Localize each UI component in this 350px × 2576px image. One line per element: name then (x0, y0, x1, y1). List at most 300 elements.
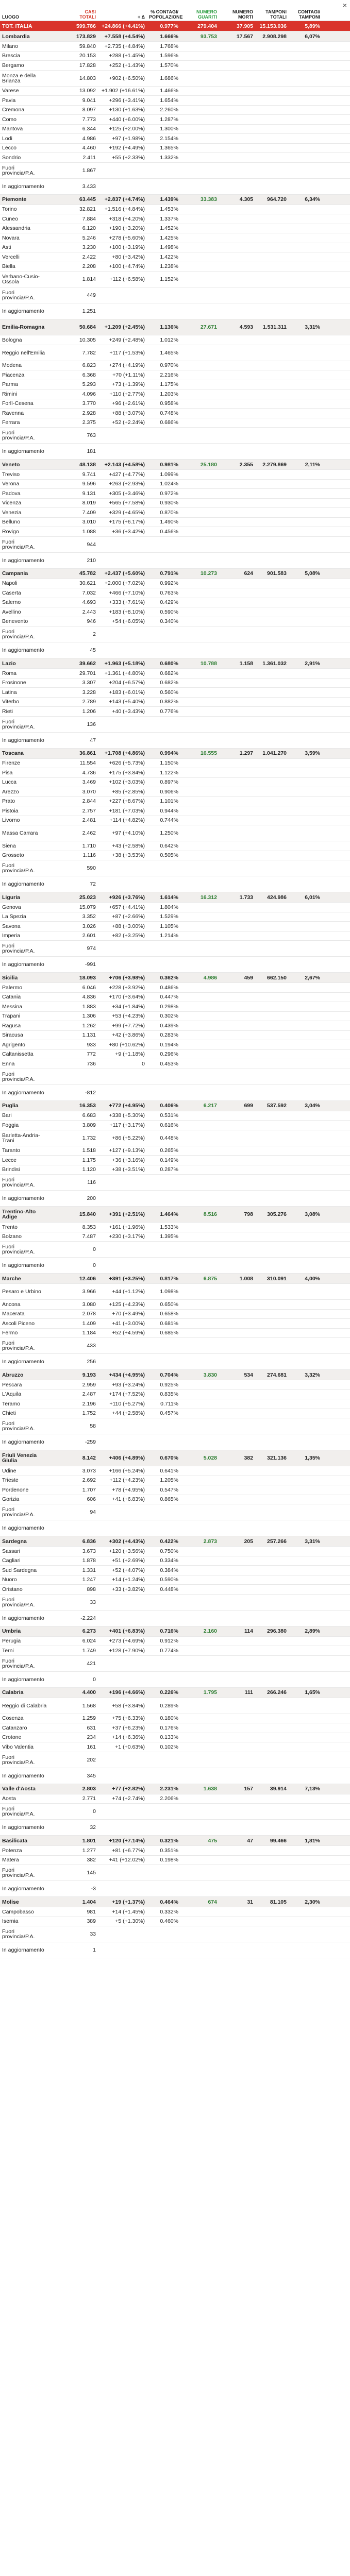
cell-delta (98, 1820, 147, 1836)
cell-morti (219, 61, 255, 71)
header-contagi-tamponi[interactable]: CONTAGI/ TAMPONI (289, 0, 322, 21)
province-row[interactable] (0, 86, 350, 96)
cell-ratio (289, 1794, 322, 1804)
cell-morti: 157 (219, 1784, 255, 1794)
province-row[interactable] (0, 1409, 350, 1418)
province-row[interactable] (0, 617, 350, 626)
province-row[interactable] (0, 1723, 350, 1733)
cell-morti (219, 1671, 255, 1687)
province-row[interactable] (0, 931, 350, 941)
province-row[interactable] (0, 983, 350, 993)
region-row[interactable] (0, 1784, 350, 1794)
cell-casi: -2.224 (49, 1610, 98, 1626)
cell-morti (219, 1059, 255, 1069)
province-row[interactable] (0, 418, 350, 428)
region-row[interactable] (0, 1836, 350, 1846)
cell-spacer (322, 31, 350, 42)
cell-name: Campania (0, 568, 49, 579)
cell-spacer (322, 1794, 350, 1804)
cell-casi: 2.443 (49, 607, 98, 617)
cell-tamponi (255, 42, 289, 52)
province-row[interactable] (0, 345, 350, 361)
province-row[interactable] (0, 1846, 350, 1856)
cell-name: Benevento (0, 617, 49, 626)
province-row[interactable] (0, 51, 350, 61)
province-row[interactable] (0, 1175, 350, 1191)
province-row[interactable] (0, 508, 350, 518)
cell-name: Siena (0, 841, 49, 851)
cell-ratio: 7,13% (289, 1784, 322, 1794)
cell-spacer (322, 588, 350, 598)
province-row[interactable] (0, 1671, 350, 1687)
cell-guariti (180, 1794, 219, 1804)
province-row[interactable] (0, 1495, 350, 1504)
province-row[interactable] (0, 860, 350, 876)
province-row[interactable] (0, 669, 350, 679)
cell-spacer (322, 777, 350, 787)
province-row[interactable] (0, 1804, 350, 1820)
header-contagi-popolazione[interactable]: % CONTAGI/ POPOLAZIONE (147, 0, 180, 21)
province-row[interactable] (0, 787, 350, 797)
province-row[interactable] (0, 1942, 350, 1958)
cell-pct: 0.925% (147, 1380, 180, 1390)
cell-guariti (180, 1485, 219, 1495)
cell-tamponi (255, 1594, 289, 1610)
cell-guariti (180, 1389, 219, 1399)
region-row[interactable] (0, 748, 350, 758)
province-row[interactable] (0, 1610, 350, 1626)
cell-delta (98, 1084, 147, 1100)
cell-casi: 6.120 (49, 224, 98, 233)
cell-name: Sassari (0, 1547, 49, 1556)
province-row[interactable] (0, 517, 350, 527)
province-row[interactable] (0, 444, 350, 460)
cell-tamponi (255, 1156, 289, 1165)
province-row[interactable] (0, 1655, 350, 1671)
cell-name: In aggiornamento (0, 444, 49, 460)
cell-pct: 2.154% (147, 134, 180, 144)
province-row[interactable] (0, 1354, 350, 1370)
cell-tamponi: 1.361.032 (255, 658, 289, 669)
province-row[interactable] (0, 1917, 350, 1926)
region-row[interactable] (0, 892, 350, 903)
province-row[interactable] (0, 903, 350, 912)
cell-spacer (322, 825, 350, 841)
province-row[interactable] (0, 42, 350, 52)
province-row[interactable] (0, 1059, 350, 1069)
cell-casi: 9.193 (49, 1370, 98, 1380)
province-row[interactable] (0, 707, 350, 717)
cell-casi: 94 (49, 1504, 98, 1520)
region-row[interactable] (0, 1100, 350, 1111)
cell-ratio (289, 697, 322, 707)
region-row[interactable] (0, 319, 350, 335)
province-row[interactable] (0, 1328, 350, 1338)
cell-casi: 1.814 (49, 272, 98, 287)
cell-tamponi: 2.279.869 (255, 460, 289, 470)
cell-ratio (289, 479, 322, 489)
cell-name: Milano (0, 42, 49, 52)
cell-spacer (322, 1409, 350, 1418)
region-row[interactable] (0, 194, 350, 205)
cell-guariti (180, 470, 219, 480)
province-row[interactable] (0, 678, 350, 688)
cell-guariti (180, 303, 219, 319)
province-row[interactable] (0, 428, 350, 444)
cell-name: In aggiornamento (0, 1520, 49, 1536)
cell-spacer (322, 1804, 350, 1820)
cell-tamponi (255, 335, 289, 345)
province-row[interactable] (0, 1002, 350, 1012)
province-row[interactable] (0, 1714, 350, 1723)
cell-pct: 0.981% (147, 460, 180, 470)
close-icon[interactable]: × (342, 1, 347, 9)
province-row[interactable] (0, 1881, 350, 1897)
province-row[interactable] (0, 1752, 350, 1768)
province-row[interactable] (0, 1504, 350, 1520)
cell-tamponi (255, 1232, 289, 1242)
province-row[interactable] (0, 1575, 350, 1585)
province-row[interactable] (0, 105, 350, 115)
province-row[interactable] (0, 1646, 350, 1656)
cell-spacer (322, 470, 350, 480)
cell-casi: 32 (49, 1820, 98, 1836)
cell-casi: 15.079 (49, 903, 98, 912)
province-row[interactable] (0, 588, 350, 598)
province-row[interactable] (0, 1466, 350, 1476)
cell-pct (147, 1610, 180, 1626)
province-row[interactable] (0, 335, 350, 345)
province-row[interactable] (0, 992, 350, 1002)
province-row[interactable] (0, 732, 350, 748)
province-row[interactable] (0, 1021, 350, 1031)
province-row[interactable] (0, 806, 350, 816)
province-row[interactable] (0, 697, 350, 707)
cell-ratio: 3,31% (289, 319, 322, 335)
cell-pct: 0.685% (147, 1328, 180, 1338)
province-row[interactable] (0, 233, 350, 243)
province-row[interactable] (0, 642, 350, 658)
province-row[interactable] (0, 389, 350, 399)
province-row[interactable] (0, 876, 350, 892)
province-row[interactable] (0, 851, 350, 860)
cell-spacer (322, 124, 350, 134)
province-row[interactable] (0, 361, 350, 370)
province-row[interactable] (0, 1698, 350, 1714)
cell-spacer (322, 1714, 350, 1723)
cell-casi: 9.131 (49, 489, 98, 499)
cell-tamponi (255, 1485, 289, 1495)
cell-spacer (322, 903, 350, 912)
province-row[interactable] (0, 143, 350, 153)
cell-spacer (322, 1021, 350, 1031)
cell-spacer (322, 707, 350, 717)
cell-delta: +81 (+6.77%) (98, 1846, 147, 1856)
cell-ratio (289, 1338, 322, 1354)
province-row[interactable] (0, 1011, 350, 1021)
province-row[interactable] (0, 162, 350, 178)
province-row[interactable] (0, 1820, 350, 1836)
cell-name: Rimini (0, 389, 49, 399)
region-row[interactable] (0, 1450, 350, 1466)
cell-delta: +52 (+4.07%) (98, 1566, 147, 1575)
cell-delta (98, 1418, 147, 1434)
cell-delta: +305 (+3.46%) (98, 489, 147, 499)
cell-ratio (289, 787, 322, 797)
province-row[interactable] (0, 498, 350, 508)
region-row[interactable] (0, 1207, 350, 1223)
province-row[interactable] (0, 941, 350, 957)
region-row[interactable] (0, 568, 350, 579)
region-row[interactable] (0, 1897, 350, 1907)
cell-spacer (322, 983, 350, 993)
cell-casi: 6.836 (49, 1536, 98, 1547)
province-row[interactable] (0, 536, 350, 552)
province-row[interactable] (0, 912, 350, 922)
province-row[interactable] (0, 1794, 350, 1804)
cell-morti (219, 1504, 255, 1520)
province-row[interactable] (0, 1585, 350, 1595)
province-row[interactable] (0, 777, 350, 787)
province-row[interactable] (0, 1594, 350, 1610)
header-casi-totali[interactable]: CASI TOTALI (49, 0, 98, 21)
cell-ratio (289, 1655, 322, 1671)
cell-ratio (289, 1881, 322, 1897)
province-row[interactable] (0, 1338, 350, 1354)
province-row[interactable] (0, 124, 350, 134)
cell-guariti (180, 1865, 219, 1881)
cell-morti (219, 489, 255, 499)
cell-morti (219, 1714, 255, 1723)
cell-pct: 1.152% (147, 272, 180, 287)
cell-name: Brescia (0, 51, 49, 61)
province-row[interactable] (0, 1733, 350, 1742)
province-row[interactable] (0, 1768, 350, 1784)
cell-tamponi (255, 1242, 289, 1258)
header-morti[interactable]: NUMERO MORTI (219, 0, 255, 21)
province-row[interactable] (0, 1300, 350, 1310)
province-row[interactable] (0, 153, 350, 163)
cell-spacer (322, 444, 350, 460)
province-row[interactable] (0, 380, 350, 389)
province-row[interactable] (0, 1547, 350, 1556)
region-row[interactable] (0, 973, 350, 983)
cell-guariti (180, 1671, 219, 1687)
province-row[interactable] (0, 370, 350, 380)
cell-tamponi (255, 1917, 289, 1926)
cell-tamponi (255, 1504, 289, 1520)
province-row[interactable] (0, 1191, 350, 1207)
province-row[interactable] (0, 178, 350, 194)
cell-pct: 0.716% (147, 1626, 180, 1636)
province-row[interactable] (0, 479, 350, 489)
province-row[interactable] (0, 1309, 350, 1319)
province-row[interactable] (0, 1855, 350, 1865)
province-row[interactable] (0, 70, 350, 86)
cell-spacer (322, 1495, 350, 1504)
cell-name: Nuoro (0, 1575, 49, 1585)
province-row[interactable] (0, 1121, 350, 1130)
province-row[interactable] (0, 1865, 350, 1881)
province-row[interactable] (0, 626, 350, 642)
province-row[interactable] (0, 96, 350, 106)
province-row[interactable] (0, 489, 350, 499)
cell-pct: 0.680% (147, 658, 180, 669)
province-row[interactable] (0, 262, 350, 272)
cell-pct: 0.642% (147, 841, 180, 851)
province-row[interactable] (0, 224, 350, 233)
cell-guariti (180, 214, 219, 224)
province-row[interactable] (0, 134, 350, 144)
province-row[interactable] (0, 1049, 350, 1059)
cell-spacer (322, 1319, 350, 1329)
province-row[interactable] (0, 579, 350, 588)
province-row[interactable] (0, 1380, 350, 1390)
total-row[interactable] (0, 21, 350, 31)
province-row[interactable] (0, 1520, 350, 1536)
province-row[interactable] (0, 115, 350, 125)
cell-spacer (322, 527, 350, 537)
province-row[interactable] (0, 598, 350, 607)
province-row[interactable] (0, 716, 350, 732)
province-row[interactable] (0, 1258, 350, 1274)
cell-tamponi (255, 1636, 289, 1646)
cell-tamponi (255, 1284, 289, 1300)
header-delta[interactable]: + Δ (98, 0, 147, 21)
province-row[interactable] (0, 1156, 350, 1165)
cell-casi: 736 (49, 1059, 98, 1069)
province-row[interactable] (0, 470, 350, 480)
province-row[interactable] (0, 1907, 350, 1917)
header-luogo[interactable]: LUOGO (0, 0, 49, 21)
cell-ratio (289, 1752, 322, 1768)
cell-casi: 3.230 (49, 243, 98, 252)
cell-delta (98, 552, 147, 568)
cell-ratio (289, 825, 322, 841)
cell-casi (49, 1520, 98, 1536)
province-row[interactable] (0, 214, 350, 224)
cell-guariti (180, 768, 219, 778)
province-row[interactable] (0, 758, 350, 768)
cell-ratio (289, 716, 322, 732)
province-row[interactable] (0, 1242, 350, 1258)
province-row[interactable] (0, 1165, 350, 1175)
province-row[interactable] (0, 1434, 350, 1450)
province-row[interactable] (0, 1399, 350, 1409)
province-row[interactable] (0, 768, 350, 778)
province-row[interactable] (0, 205, 350, 214)
cell-delta: +120 (+3.56%) (98, 1547, 147, 1556)
province-row[interactable] (0, 303, 350, 319)
province-row[interactable] (0, 61, 350, 71)
province-row[interactable] (0, 1130, 350, 1146)
cell-name: Fuori provincia/P.A. (0, 1655, 49, 1671)
province-row[interactable] (0, 1069, 350, 1084)
province-row[interactable] (0, 688, 350, 698)
province-row[interactable] (0, 1418, 350, 1434)
province-row[interactable] (0, 1742, 350, 1752)
province-row[interactable] (0, 287, 350, 303)
cell-pct (147, 1418, 180, 1434)
cell-delta (98, 1655, 147, 1671)
region-row[interactable] (0, 658, 350, 669)
cell-spacer (322, 1049, 350, 1059)
province-row[interactable] (0, 1030, 350, 1040)
province-row[interactable] (0, 1636, 350, 1646)
cell-delta (98, 1942, 147, 1958)
header-guariti[interactable]: NUMERO GUARITI (180, 0, 219, 21)
province-row[interactable] (0, 252, 350, 262)
province-row[interactable] (0, 1319, 350, 1329)
province-row[interactable] (0, 1389, 350, 1399)
province-row[interactable] (0, 816, 350, 825)
cell-ratio (289, 1084, 322, 1100)
province-row[interactable] (0, 399, 350, 409)
province-row[interactable] (0, 1146, 350, 1156)
province-row[interactable] (0, 841, 350, 851)
region-row[interactable] (0, 1370, 350, 1380)
cell-tamponi (255, 796, 289, 806)
region-row[interactable] (0, 1687, 350, 1698)
cell-name: In aggiornamento (0, 876, 49, 892)
region-row[interactable] (0, 1626, 350, 1636)
cell-casi: 181 (49, 444, 98, 460)
province-row[interactable] (0, 796, 350, 806)
cell-spacer (322, 957, 350, 973)
cell-tamponi (255, 1520, 289, 1536)
province-row[interactable] (0, 552, 350, 568)
cell-casi: 1.732 (49, 1130, 98, 1146)
province-row[interactable] (0, 1926, 350, 1942)
cell-guariti (180, 588, 219, 598)
province-row[interactable] (0, 957, 350, 973)
province-row[interactable] (0, 1556, 350, 1566)
cell-casi: 3.809 (49, 1121, 98, 1130)
province-row[interactable] (0, 825, 350, 841)
cell-spacer (322, 912, 350, 922)
region-row[interactable] (0, 460, 350, 470)
province-row[interactable] (0, 1232, 350, 1242)
cell-delta: +75 (+6.33%) (98, 1714, 147, 1723)
province-row[interactable] (0, 1223, 350, 1232)
province-row[interactable] (0, 272, 350, 287)
cell-name: Verona (0, 479, 49, 489)
province-row[interactable] (0, 1566, 350, 1575)
province-row[interactable] (0, 527, 350, 537)
province-row[interactable] (0, 1485, 350, 1495)
province-row[interactable] (0, 922, 350, 931)
province-row[interactable] (0, 1476, 350, 1485)
region-row[interactable] (0, 31, 350, 42)
province-row[interactable] (0, 607, 350, 617)
cell-spacer (322, 178, 350, 194)
cell-spacer (322, 370, 350, 380)
region-row[interactable] (0, 1536, 350, 1547)
province-row[interactable] (0, 1084, 350, 1100)
province-row[interactable] (0, 409, 350, 418)
cell-pct (147, 1434, 180, 1450)
province-row[interactable] (0, 1111, 350, 1121)
header-tamponi[interactable]: TAMPONI TOTALI (255, 0, 289, 21)
province-row[interactable] (0, 243, 350, 252)
cell-ratio (289, 1409, 322, 1418)
region-row[interactable] (0, 1274, 350, 1284)
cell-casi: 256 (49, 1354, 98, 1370)
province-row[interactable] (0, 1040, 350, 1050)
province-row[interactable] (0, 1284, 350, 1300)
cell-tamponi: 964.720 (255, 194, 289, 205)
cell-guariti (180, 1258, 219, 1274)
